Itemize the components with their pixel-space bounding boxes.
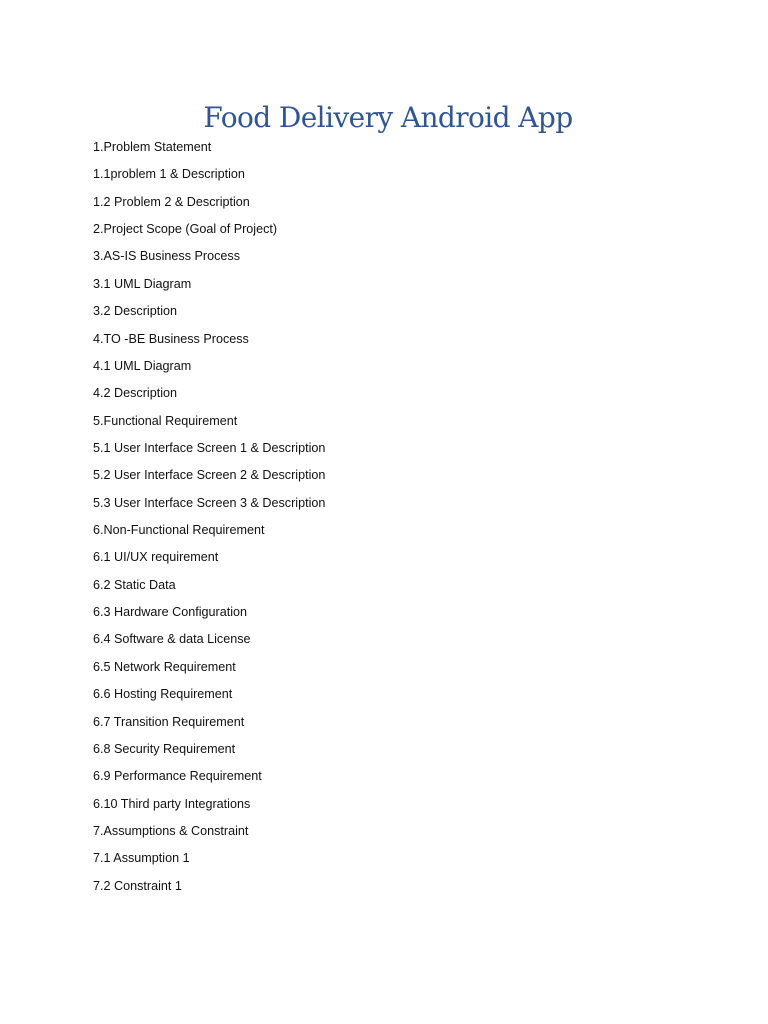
toc-item: 3.AS-IS Business Process: [93, 249, 240, 264]
toc-item: 2.Project Scope (Goal of Project): [93, 222, 278, 237]
toc-item: 1.Problem Statement: [93, 140, 212, 154]
toc-item: 4.2 Description: [93, 386, 177, 401]
toc-item: 6.2 Static Data: [93, 577, 176, 592]
toc-item: 1.1problem 1 & Description: [93, 167, 245, 182]
toc-item: 6.Non-Functional Requirement: [93, 523, 265, 538]
toc-item: 6.3 Hardware Configuration: [93, 605, 248, 620]
toc-item: 7.1 Assumption 1: [93, 851, 190, 866]
toc-item: 6.6 Hosting Requirement: [93, 687, 233, 702]
toc-item: 5.1 User Interface Screen 1 & Description: [93, 440, 326, 455]
toc-item: 3.2 Description: [93, 304, 177, 319]
toc-item: 3.1 UML Diagram: [93, 276, 192, 291]
toc-item: 6.9 Performance Requirement: [93, 769, 262, 784]
toc-item: 6.4 Software & data License: [93, 632, 251, 647]
toc-item: 6.8 Security Requirement: [93, 741, 236, 756]
toc-item: 1.2 Problem 2 & Description: [93, 194, 250, 209]
toc-item: 7.Assumptions & Constraint: [93, 823, 249, 838]
toc-item: 5.2 User Interface Screen 2 & Description: [93, 468, 326, 483]
toc-item: 7.2 Constraint 1: [93, 878, 182, 893]
toc-item: 5.3 User Interface Screen 3 & Description: [93, 495, 326, 510]
toc-item: 6.5 Network Requirement: [93, 659, 236, 674]
toc-item: 4.1 UML Diagram: [93, 358, 192, 373]
table-of-contents: [93, 137, 325, 903]
toc-item: 5.Functional Requirement: [93, 413, 238, 428]
toc-item: 4.TO -BE Business Process: [93, 331, 249, 346]
toc-item: 6.7 Transition Requirement: [93, 714, 245, 729]
toc-item: 6.1 UI/UX requirement: [93, 550, 219, 565]
toc-item: 6.10 Third party Integrations: [93, 796, 251, 811]
document-title: Food Delivery Android App: [203, 101, 573, 134]
